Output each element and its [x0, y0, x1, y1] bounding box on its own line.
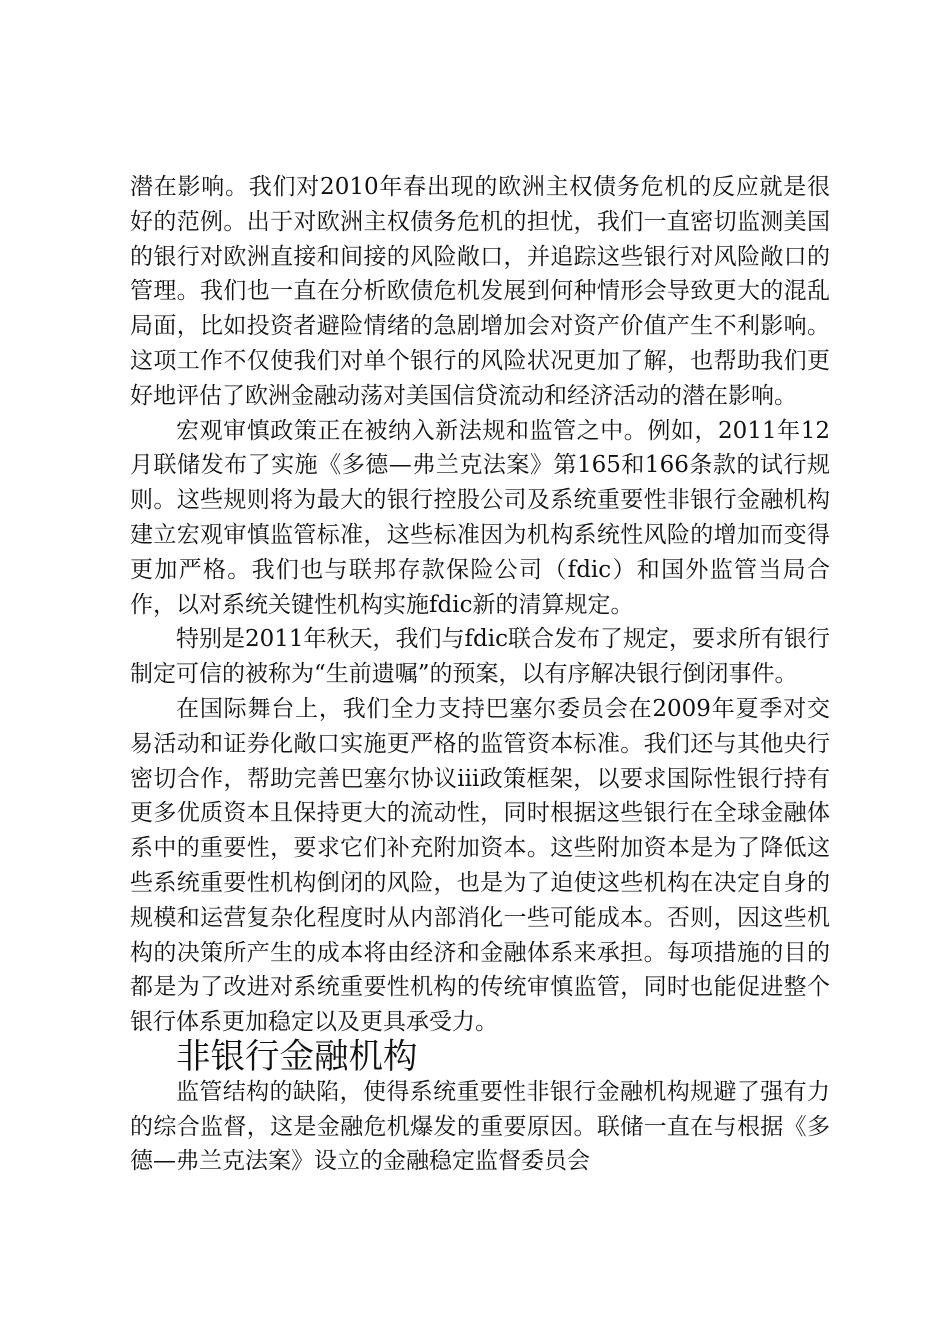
document-page: [130, 170, 830, 1179]
paragraph-4: 在国际舞台上，我们全力支持巴塞尔委员会在2009年夏季对交易活动和证券化敞口实施更严格的监管资本标准。我们还与其他央行密切合作，帮助完善巴塞尔协议iii政策框架，以要求国际性银行持有更多优质资本且保持更大的流动性，同时根据这些银行在全球金融体系中的重要性，要求它们补充附加资本。这些附加资本是为了降低这些系统重要性机构倒闭的风险，也是为了迫使这些机构在决定自身的规模和运营复杂化程度时从内部消化一些可能成本。否则，因这些机构的决策所产生的成本将由经济和金融体系来承担。每项措施的目的都是为了改进对系统重要性机构的传统审慎监管，同时也能促进整个银行体系更加稳定以及更具承受力。: [130, 695, 830, 1036]
paragraph-3: 特别是2011年秋天，我们与fdic联合发布了规定，要求所有银行制定可信的被称为“生前遗嘱”的预案，以有序解决银行倒闭事件。: [130, 626, 831, 688]
paragraph-2: 宏观审慎政策正在被纳入新法规和监管之中。例如，2011年12月联储发布了实施《多德—弗兰克法案》第165和166条款的试行规则。这些规则将为最大的银行控股公司及系统重要性非银行金融机构建立宏观审慎监管标准，这些标准因为机构系统性风险的增加而变得更加严格。我们也与联邦存款保险公司（fdic）和国外监管当局合作，以对系统关键性机构实施fdic新的清算规定。: [130, 417, 830, 618]
paragraph-5: 监管结构的缺陷，使得系统重要性非银行金融机构规避了强有力的综合监督，这是金融危机爆发的重要原因。联储一直在与根据《多德—弗兰克法案》设立的金融稳定监督委员会: [130, 1078, 830, 1175]
section-heading: 非银行金融机构: [176, 1036, 418, 1077]
paragraph-1: 潜在影响。我们对2010年春出现的欧洲主权债务危机的反应就是很好的范例。出于对欧洲主权债务危机的担忧，我们一直密切监测美国的银行对欧洲直接和间接的风险敞口，并追踪这些银行对风险敞口的管理。我们也一直在分析欧债危机发展到何种情形会导致更大的混乱局面，比如投资者避险情绪的急剧增加会对资产价值产生不利影响。这项工作不仅使我们对单个银行的风险状况更加了解，也帮助我们更好地评估了欧洲金融动荡对美国信贷流动和经济活动的潜在影响。: [130, 174, 830, 409]
